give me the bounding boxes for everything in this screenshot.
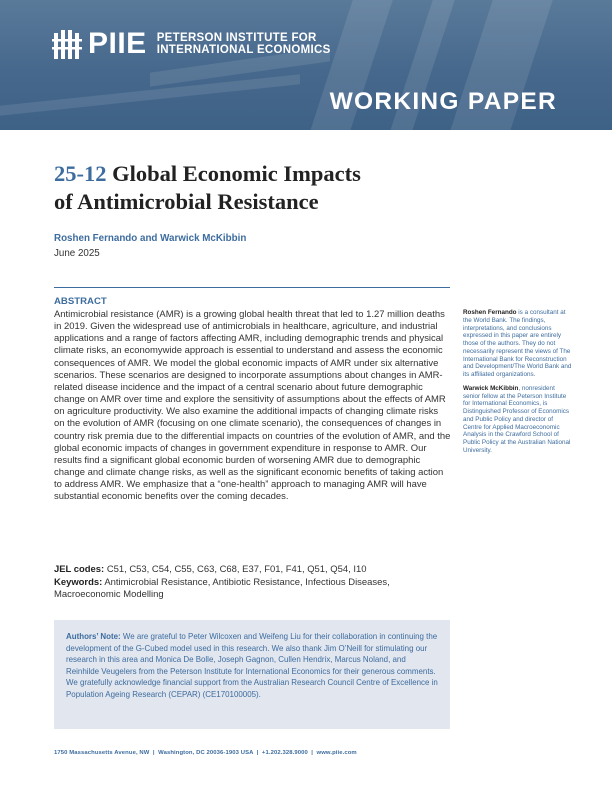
keywords: Antimicrobial Resistance, Antibiotic Resistance, Infectious Diseases, Macroeconomic Modelling [54,576,390,600]
author-bio-2-name: Warwick McKibbin [463,384,519,392]
title-text-1: Global Economic Impacts [112,161,361,186]
logo-wordmark: PIIE [88,27,147,60]
abstract-heading: ABSTRACT [54,296,107,307]
keywords-line [54,577,451,602]
jel-codes-label: JEL codes: [54,564,105,575]
document-type-label: WORKING PAPER [329,88,557,115]
paper-date: June 2025 [54,248,100,259]
piie-logo[interactable] [52,27,331,61]
section-divider [54,287,450,288]
authors-note-text: We are grateful to Peter Wilcoxen and Weifeng Liu for their collaboration in continuing the development of the G-Cubed model used in this research. We also thank Jim O’Neill for stimulating our research in this area and Monica De Bolle, Joseph Gagnon, Cullen Hendrix, Marcus Noland, and Reinhilde Veugelers from the Peterson Institute for International Economics for their generous comments. We gratefully acknowledge financial support from the Australian Research Council Centre of Excellence in Population Ageing Research (CEPAR) (CE170100005). [66,632,438,699]
jel-codes-line [54,564,451,577]
footer-contact: 1750 Massachusetts Avenue, NW | Washington, DC 20036-1903 USA | +1.202.328.9000 | www.piie.com [54,750,357,756]
paper-number: 25-12 [54,161,107,186]
author-bio-2-text: , nonresident senior fellow at the Peterson Institute for International Economics, is Distinguished Professor of Economics and Public Policy and director of Centre for Applied Macroeconomic Analysis in the Crawford School of Public Policy at the Australian National University. [463,384,571,454]
paper-authors: Roshen Fernando and Warwick McKibbin [54,233,247,244]
authors-note-box [54,620,450,729]
abstract-text: Antimicrobial resistance (AMR) is a growing global health threat that led to 1.27 million deaths in 2019. Given the widespread use of antimicrobials in healthcare, agriculture, and industrial applications and a range of factors affecting AMR, including demographic trends and physical climate risks, an economywide approach is essential to understand and assess the economic consequences of AMR. We model the global economic impacts of AMR under six alternative scenarios. These scenarios are designed to incorporate assumptions about changes in AMR-related disease incidence and the impact of a central scenario about future demographic change on AMR over time and explore the sensitivity of assumptions about the effects of AMR on agriculture productivity. We also examine the additional impacts of changing climate risks on the evolution of AMR (focusing on one climate scenario), the consequences of changes in country risk premia due to the differential impacts on countries of the evolution of AMR, and the global economic impacts of changes in government expenditure in response to AMR. Our results find a significant global economic burden of worsening AMR due to demographic change and climate change risks, as well as the significant economic benefits of taking action to address AMR. We emphasize that a “one-health” approach to managing AMR will have substantial economic benefits over the coming decades. [54,309,451,503]
authors-note-label: Authors’ Note: [66,632,121,641]
author-bio-2 [463,385,573,455]
author-bios-sidebar [463,309,573,461]
title-line-2: of Antimicrobial Resistance [54,189,319,214]
author-bio-1-text: is a consultant at the World Bank. The findings, interpretations, and conclusions expressed in this paper are entirely those of the authors. They do not necessarily represent the views of The International Bank for Reconstruction and Development/The World Bank and its affiliated organizations. [463,309,572,378]
author-bio-1 [463,309,573,379]
keywords-label: Keywords: [54,576,103,588]
paper-title [54,160,434,216]
organization-name-line1: PETERSON INSTITUTE FOR [156,31,317,44]
jel-codes: C51, C53, C54, C55, C63, C68, E37, F01, F41, Q51, Q54, I10 [106,564,367,575]
header-banner [0,0,612,130]
jel-keywords-block [54,564,451,602]
title-line-1 [54,160,434,188]
piie-logo-mark-icon [52,27,82,61]
organization-name [157,32,331,57]
organization-name-line2: INTERNATIONAL ECONOMICS [156,44,331,56]
author-bio-1-name: Roshen Fernando [463,309,517,316]
